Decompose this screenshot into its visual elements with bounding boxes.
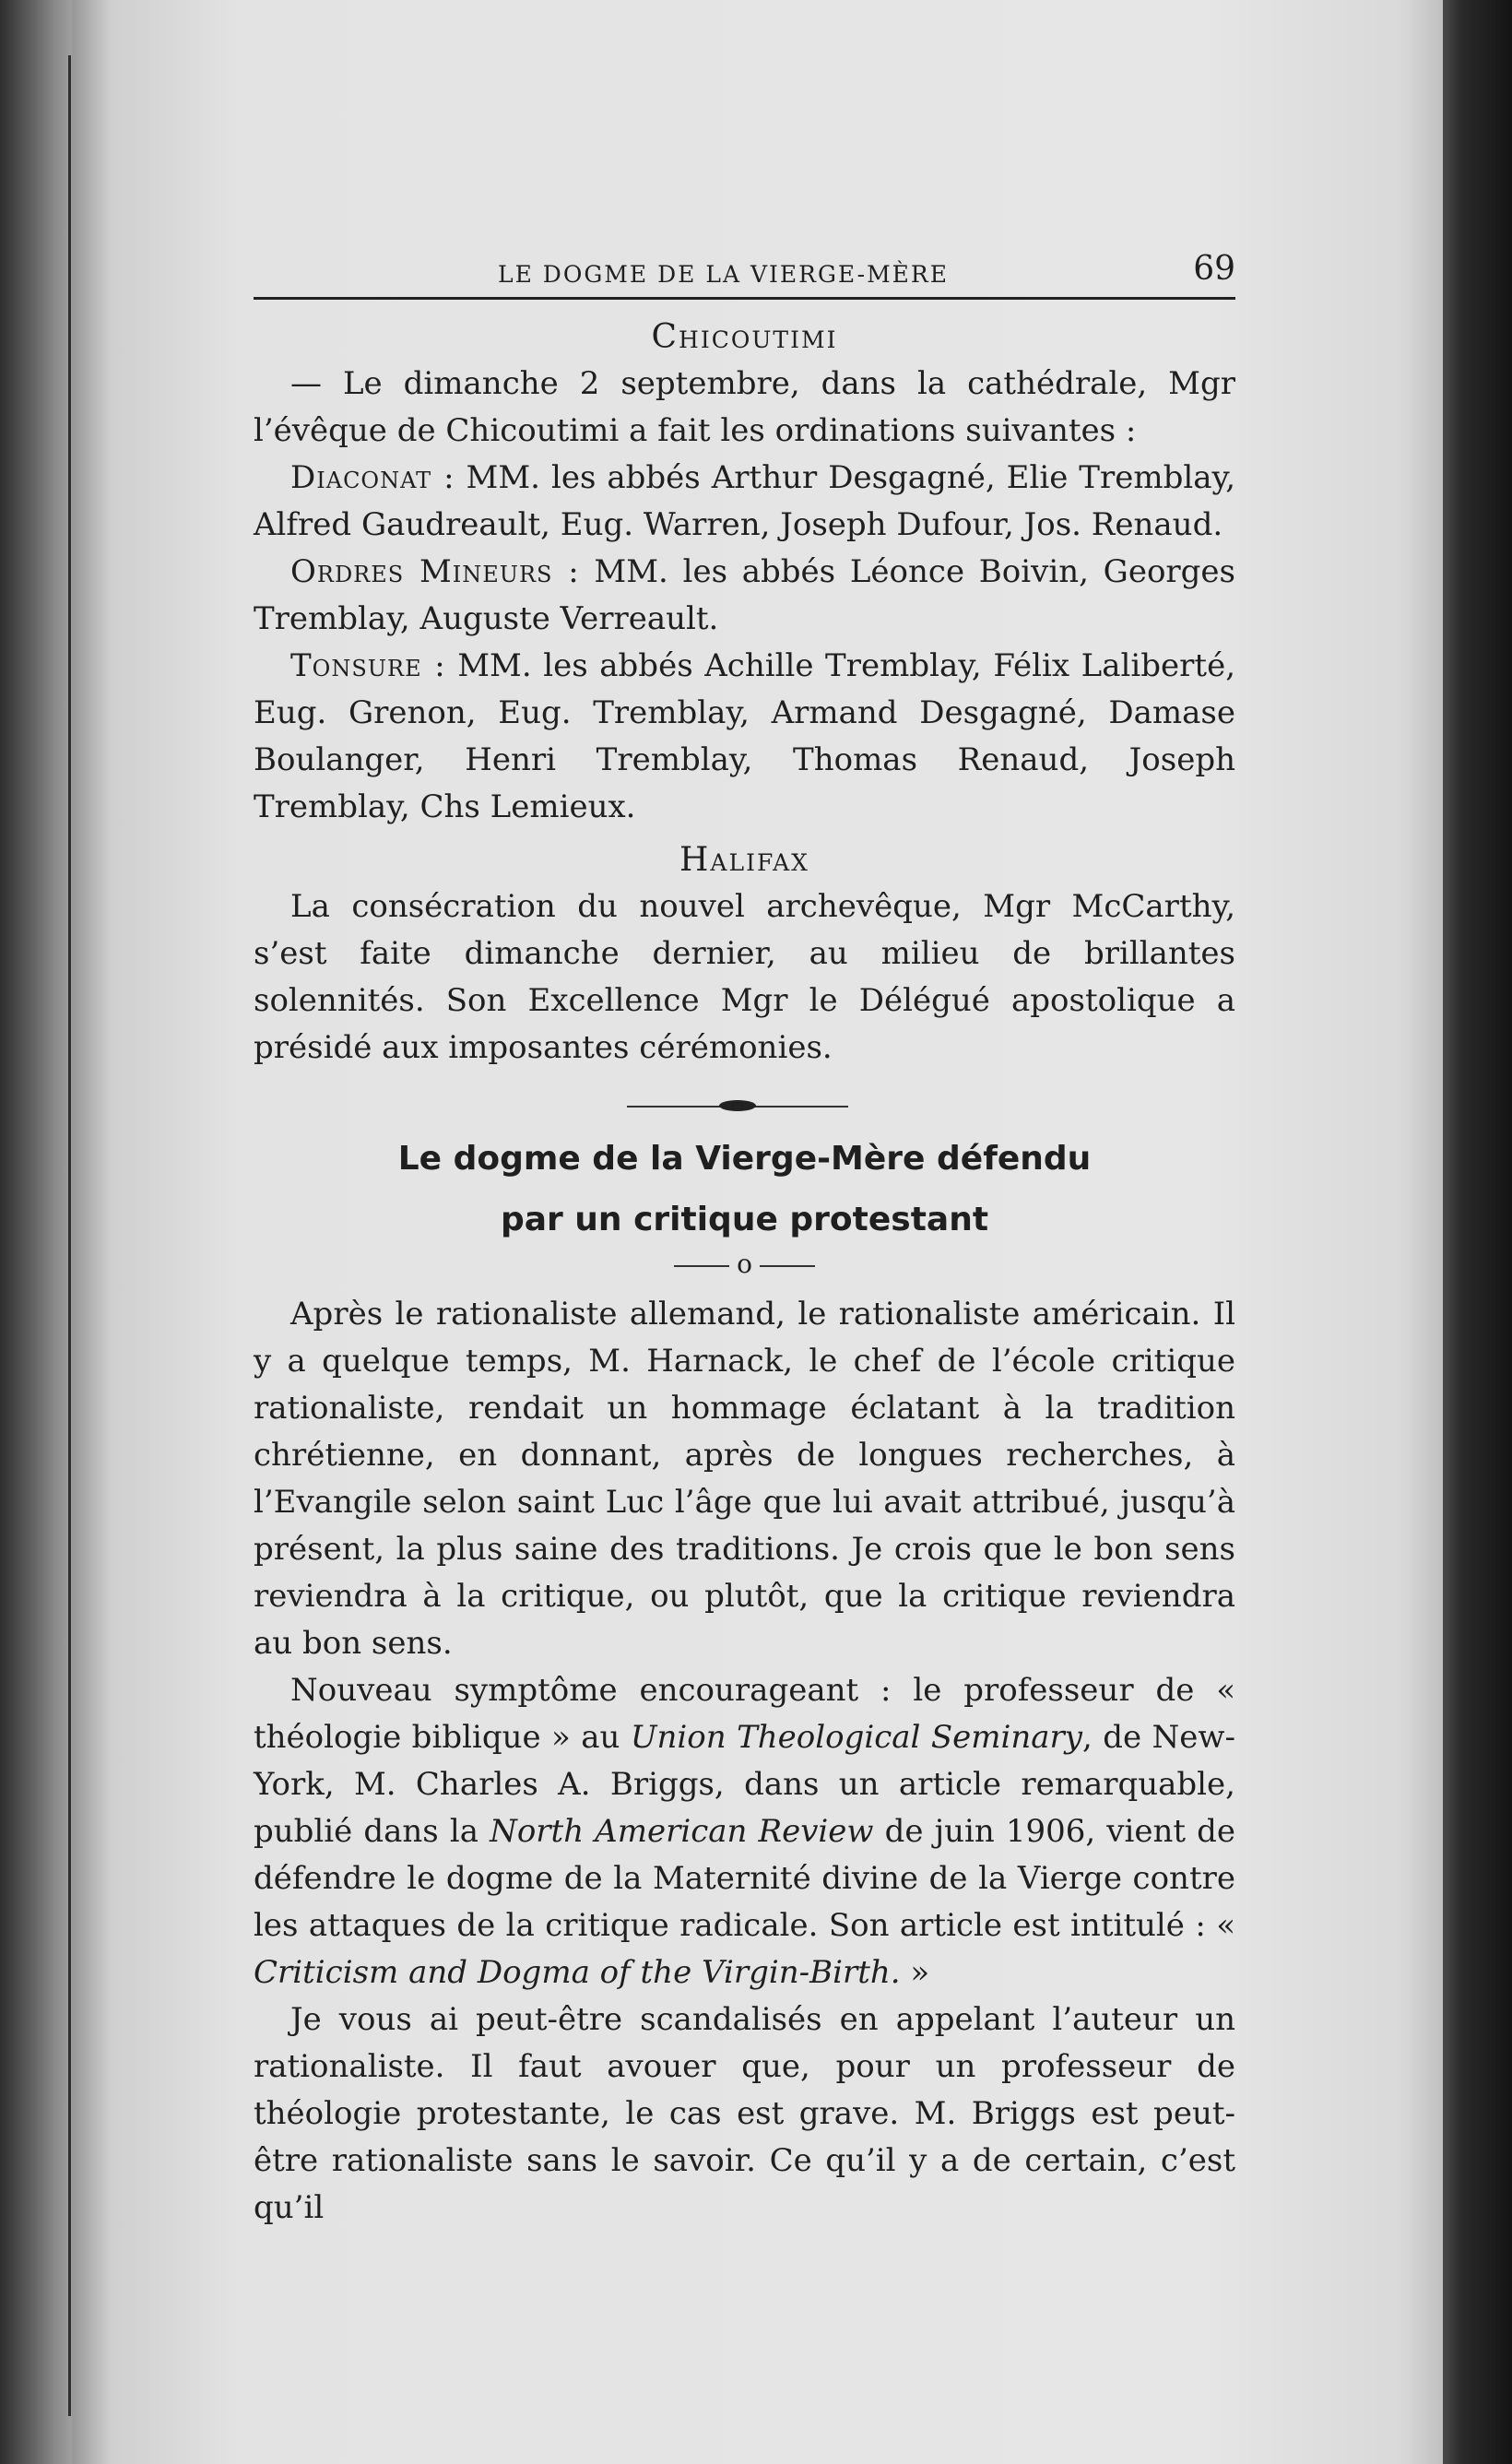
left-page-edge (0, 0, 72, 2464)
ordres-label: Ordres Mineurs : (290, 553, 580, 590)
section-heading-chicoutimi: Chicoutimi (651, 318, 838, 356)
tonsure-entry (254, 643, 1235, 831)
p2-text-d: » (900, 1954, 930, 1991)
small-separator (254, 1250, 1235, 1278)
tonsure-text: MM. les abbés Achille Tremblay, Félix Laliberté, Eug. Grenon, Eug. Tremblay, Armand Desgagné, Damase Boulanger, Henri Tremblay, Thomas Renaud, Joseph Tremblay, Chs Lemieux. (254, 647, 1235, 825)
page-text (254, 242, 1235, 2232)
diaconat-label: Diaconat : (290, 459, 455, 496)
running-head (254, 242, 1235, 297)
running-title: LE DOGME DE LA VIERGE-MÈRE (498, 261, 949, 288)
article-title-line2: par un critique protestant (500, 1201, 989, 1238)
right-page-edge (1443, 0, 1512, 2464)
ordres-entry (254, 549, 1235, 643)
chicoutimi-intro: — Le dimanche 2 septembre, dans la cathédrale, Mgr l’évêque de Chicoutimi a fait les ordinations suivantes : (254, 365, 1235, 449)
header-rule (254, 297, 1235, 300)
p2-text-b: , de New-York, M. Charles A. Briggs, dans un article remarquable, publié dans la (254, 1719, 1236, 1850)
p2-text-c: de juin 1906, vient de défendre le dogme de la Maternité divine de la Vierge contre les attaques de la critique radicale. Son article est intitulé : « (254, 1813, 1235, 1944)
article-paragraph-1: Après le rationaliste allemand, le rationaliste américain. Il y a quelque temps, M. Harnack, le chef de l’école critique rationaliste, rendait un hommage éclatant à la tradition chrétienne, en donnant, après de longues recherches, à l’Evangile selon saint Luc l’âge que lui avait attribué, jusqu’à présent, la plus saine des traditions. Je crois que le bon sens reviendra à la critique, ou plutôt, que la critique reviendra au bon sens. (254, 1296, 1235, 1662)
p2-text-a: Nouveau symptôme encourageant : le professeur de « théologie biblique » au (254, 1672, 1235, 1756)
p2-italic-seminary: Union Theological Seminary (630, 1719, 1082, 1756)
halifax-text: La consécration du nouvel archevêque, Mgr McCarthy, s’est faite dimanche dernier, au milieu de brillantes solennités. Son Excellence Mgr le Délégué apostolique a présidé aux imposantes cérémonies. (254, 888, 1235, 1066)
ornament-divider (254, 1097, 1235, 1116)
p2-italic-review: North American Review (490, 1813, 874, 1850)
gutter-line (68, 55, 71, 2416)
diaconat-entry (254, 455, 1235, 549)
article-title-line1: Le dogme de la Vierge-Mère défendu (397, 1140, 1092, 1178)
section-heading-halifax: Halifax (679, 841, 809, 879)
p2-italic-title: Criticism and Dogma of the Virgin-Birth. (254, 1954, 901, 1991)
diaconat-text: MM. les abbés Arthur Desgagné, Elie Tremblay, Alfred Gaudreault, Eug. Warren, Joseph Dufour, Jos. Renaud. (254, 459, 1236, 543)
page-number: 69 (1193, 250, 1235, 288)
article-paragraph-3: Je vous ai peut-être scandalisés en appelant l’auteur un rationaliste. Il faut avouer que, pour un professeur de théologie protestante, le cas est grave. M. Briggs est peut-être rationaliste sans le savoir. Ce qu’il y a de certain, c’est qu’il (254, 2001, 1235, 2226)
tonsure-label: Tonsure : (290, 647, 446, 684)
article-paragraph-2 (254, 1667, 1235, 1996)
ordres-text: MM. les abbés Léonce Boivin, Georges Tremblay, Auguste Verreault. (254, 553, 1235, 637)
separator-mark: o (737, 1249, 752, 1279)
